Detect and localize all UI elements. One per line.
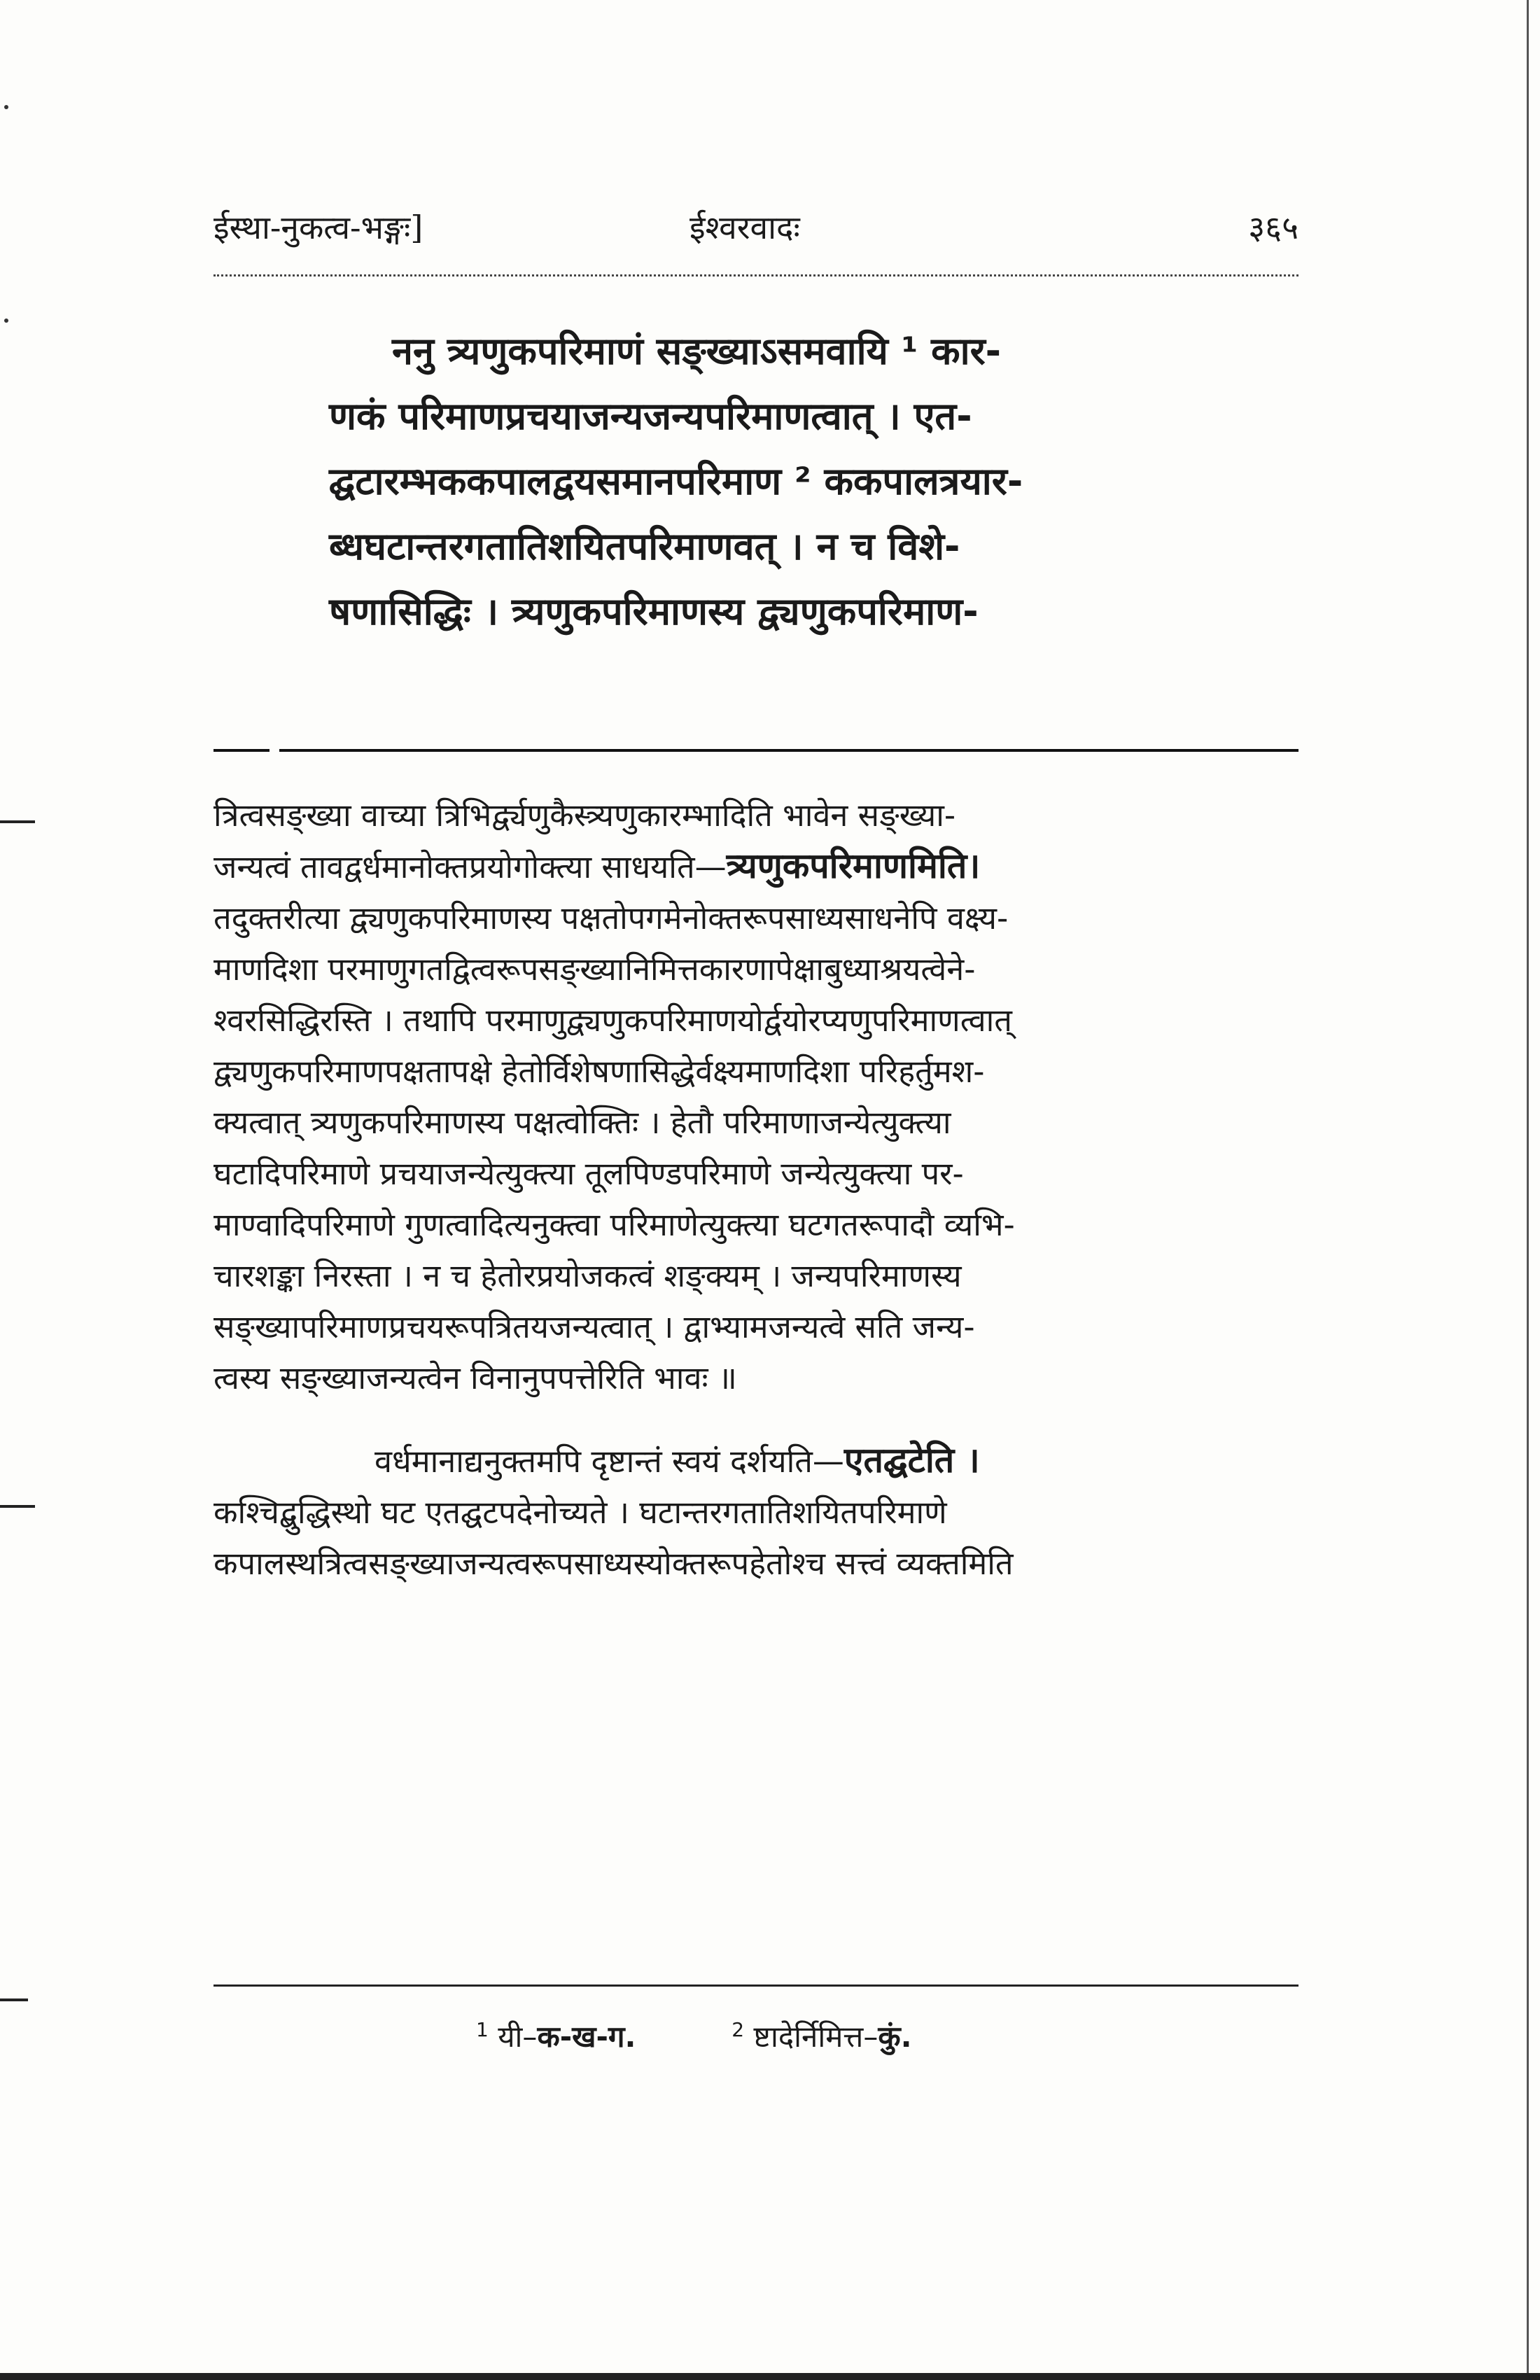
edge-speck — [4, 105, 8, 109]
main-text-line: णकं परिमाणप्रचयाजन्यजन्यपरिमाणत्वात् । एत- — [329, 394, 972, 438]
main-text-line: ननु त्र्यणुकपरिमाणं सङ्ख्याऽसमवायि ¹ कार- — [392, 329, 1002, 373]
footnote-2: $^2$ ष्टादेर्निमित्त–कुं. — [732, 2018, 912, 2054]
commentary-line: त्रित्वसङ्ख्या वाच्या त्रिभिर्द्व्यणुकैस्त्र्यणुकारम्भादिति भावेन सङ्ख्या- — [214, 797, 956, 834]
page-right-edge — [1527, 0, 1529, 2380]
commentary-block — [214, 790, 1298, 1589]
commentary-line: जन्यत्वं तावद्वर्धमानोक्तप्रयोगोक्त्या साधयति—त्र्यणुकपरिमाणमिति। — [214, 846, 981, 886]
binding-mark — [0, 1505, 35, 1508]
main-text-line: षणासिद्धिः । त्र्यणुकपरिमाणस्य द्व्यणुकपरिमाण- — [329, 589, 979, 634]
commentary-line: सङ्ख्यापरिमाणप्रचयरूपत्रितयजन्यत्वात् । द्वाभ्यामजन्यत्वे सति जन्य- — [214, 1308, 975, 1345]
footnote-marker: 2 — [732, 2018, 745, 2041]
page-bottom-edge — [0, 2373, 1540, 2380]
edge-speck — [4, 318, 8, 323]
footnote-1: $^1$ यी–क-ख-ग. — [476, 2018, 636, 2054]
commentary-line: त्वस्य सङ्ख्याजन्यत्वेन विनानुपपत्तेरिति भावः ॥ — [214, 1359, 737, 1396]
header-section-title: ईस्था-नुकत्व-भङ्गः] — [214, 209, 424, 246]
main-text-block — [329, 318, 1295, 644]
commentary-line: तदुक्तरीत्या द्व्यणुकपरिमाणस्य पक्षतोपगमेनोक्तरूपसाध्यसाधनेपि वक्ष्य- — [214, 899, 1009, 937]
footnote-marker: 1 — [476, 2018, 489, 2041]
header-rule — [214, 274, 1298, 276]
binding-mark — [0, 1998, 28, 2001]
commentary-line: माणदिशा परमाणुगतद्वित्वरूपसङ्ख्यानिमित्तकारणापेक्षाबुध्याश्रयत्वेने- — [214, 951, 976, 988]
commentary-divider — [214, 749, 1298, 752]
commentary-line: क्यत्वात् त्र्यणुकपरिमाणस्य पक्षत्वोक्तिः । हेतौ परिमाणाजन्येत्युक्त्या — [214, 1104, 951, 1141]
commentary-line: वर्धमानाद्यनुक्तमपि दृष्टान्तं स्वयं दर्शयति—एतद्घटेति । — [374, 1440, 980, 1480]
commentary-pratika: त्र्यणुकपरिमाणमिति। — [726, 846, 981, 886]
commentary-line: द्व्यणुकपरिमाणपक्षतापक्षे हेतोर्विशेषणासिद्धेर्वक्ष्यमाणदिशा परिहर्तुमश- — [214, 1053, 985, 1090]
binding-mark — [0, 820, 35, 823]
commentary-line: कश्चिद्बुद्धिस्थो घट एतद्घटपदेनोच्यते । घटान्तरगतातिशयितपरिमाणे — [214, 1494, 947, 1531]
commentary-line: माण्वादिपरिमाणे गुणत्वादित्यनुक्त्वा परिमाणेत्युक्त्या घटगतरूपादौ व्यभि- — [214, 1206, 1015, 1243]
main-text-line: द्घटारम्भककपालद्वयसमानपरिमाण ² ककपालत्रयार- — [329, 459, 1023, 503]
footnotes — [476, 2016, 912, 2056]
commentary-line: कपालस्थत्रित्वसङ्ख्याजन्यत्वरूपसाध्यस्योक्तरूपहेतोश्च सत्त्वं व्यक्तमिति — [214, 1545, 1014, 1582]
commentary-pratika: एतद्घटेति । — [844, 1440, 980, 1480]
commentary-line: श्वरसिद्धिरस्ति । तथापि परमाणुद्व्यणुकपरिमाणयोर्द्वयोरप्यणुपरिमाणत्वात् — [214, 1002, 1012, 1039]
running-header — [214, 200, 1298, 255]
commentary-line: चारशङ्का निरस्ता । न च हेतोरप्रयोजकत्वं शङ्क्यम् । जन्यपरिमाणस्य — [214, 1257, 962, 1294]
commentary-line: घटादिपरिमाणे प्रचयाजन्येत्युक्त्या तूलपिण्डपरिमाणे जन्येत्युक्त्या पर- — [214, 1155, 964, 1192]
main-text-line: ब्धघटान्तरगतातिशयितपरिमाणवत् । न च विशे- — [329, 524, 960, 568]
page-number: ३६५ — [1248, 209, 1298, 246]
footnote-rule — [214, 1984, 1298, 1987]
header-chapter-title: ईश्वरवादः — [690, 209, 800, 246]
